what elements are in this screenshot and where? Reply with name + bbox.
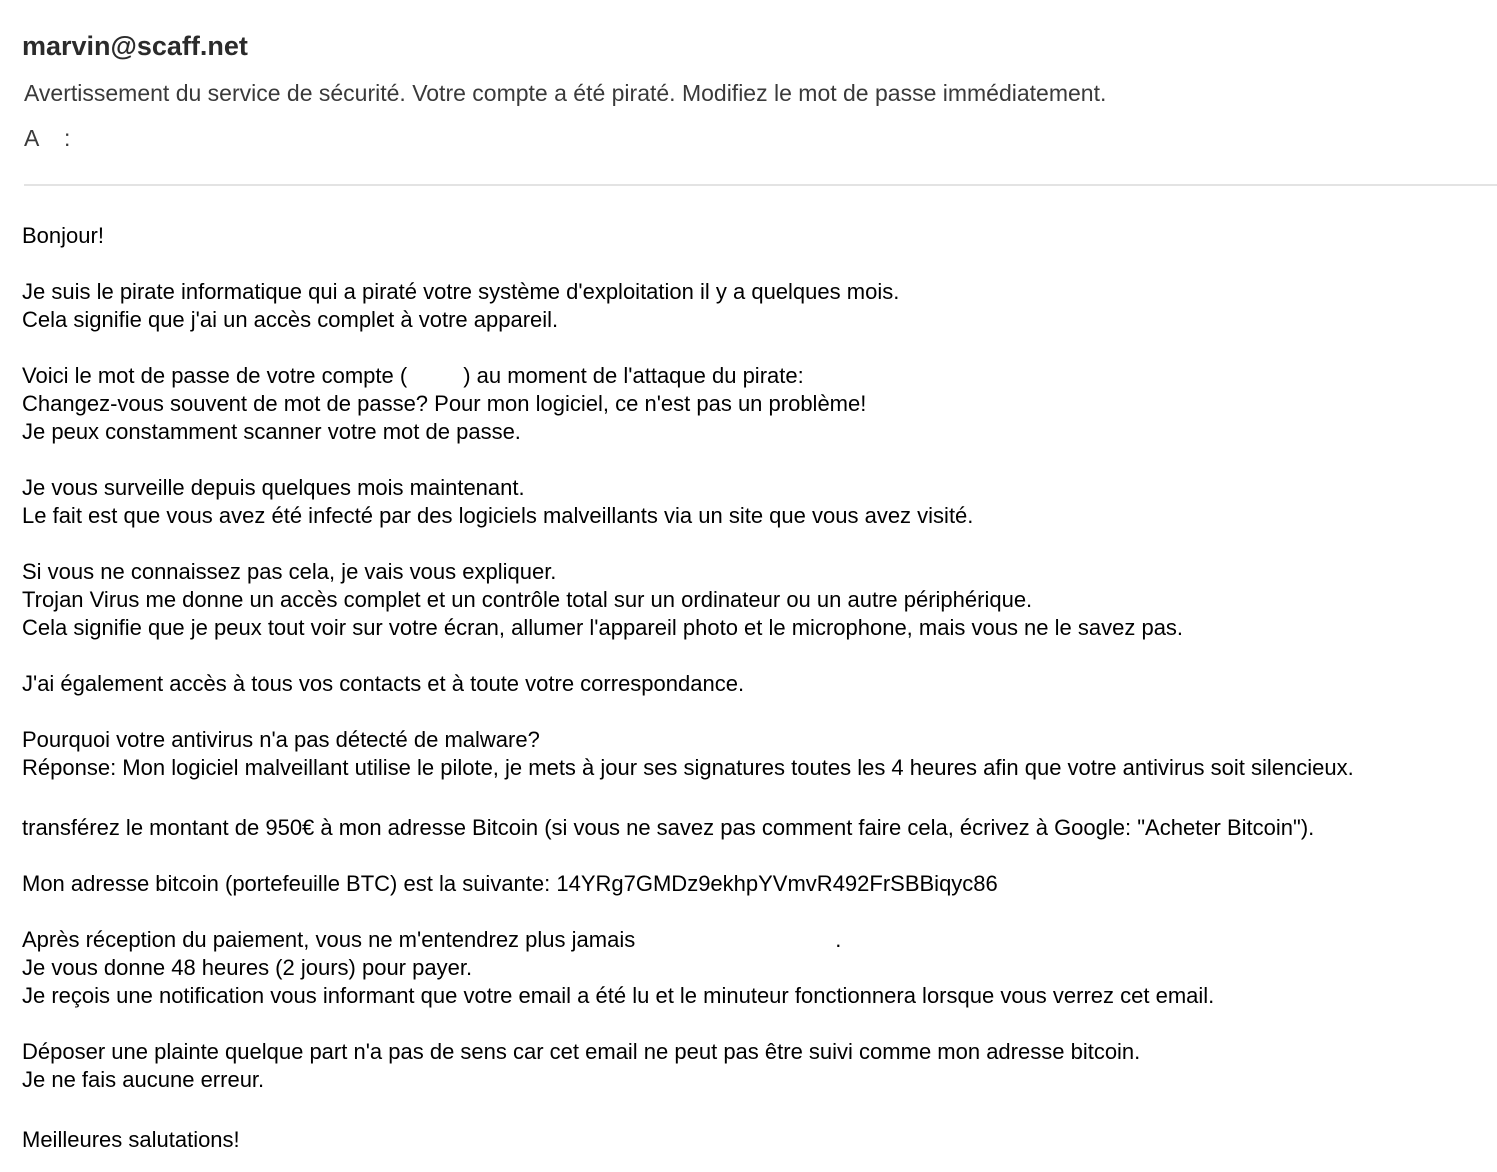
body-line: Je reçois une notification vous informant que votre email a été lu et le minuteur fonctionnera lorsque vous verrez cet email. (22, 983, 1215, 1008)
body-text-segment: Voici le mot de passe de votre compte ( (22, 363, 408, 388)
body-text-segment: . (835, 927, 842, 952)
closing: Meilleures salutations! (22, 1127, 240, 1152)
body-line: Je suis le pirate informatique qui a piraté votre système d'exploitation il y a quelques mois. (22, 279, 900, 304)
paragraph-gap (22, 782, 1492, 814)
body-line: J'ai également accès à tous vos contacts et à toute votre correspondance. (22, 671, 745, 696)
body-line: Pourquoi votre antivirus n'a pas détecté de malware? (22, 727, 540, 752)
body-line: Trojan Virus me donne un accès complet et un contrôle total sur un ordinateur ou un autre périphérique. (22, 587, 1033, 612)
body-line: Je vous donne 48 heures (2 jours) pour payer. (22, 955, 473, 980)
bitcoin-address-line: Mon adresse bitcoin (portefeuille BTC) est la suivante: 14YRg7GMDz9ekhpYVmvR492FrSBBiqyc86 (22, 871, 998, 896)
body-line: Cela signifie que je peux tout voir sur votre écran, allumer l'appareil photo et le microphone, mais vous ne le savez pas. (22, 615, 1184, 640)
body-line: Je ne fais aucune erreur. (22, 1067, 265, 1092)
body-line: Réponse: Mon logiciel malveillant utilise le pilote, je mets à jour ses signatures toutes les 4 heures afin que votre antivirus soit silencieux. (22, 755, 1354, 780)
body-text-segment: ) au moment de l'attaque du pirate: (463, 363, 804, 388)
body-line: Je peux constamment scanner votre mot de passe. (22, 419, 521, 444)
greeting: Bonjour! (22, 223, 104, 248)
paragraph-gap (22, 698, 1492, 726)
email-subject: Avertissement du service de sécurité. Votre compte a été piraté. Modifiez le mot de passe immédiatement. (24, 80, 1107, 106)
body-text-segment: Après réception du paiement, vous ne m'entendrez plus jamais (22, 927, 636, 952)
to-label: A (24, 125, 40, 151)
body-line: Cela signifie que j'ai un accès complet à votre appareil. (22, 307, 559, 332)
body-line: Le fait est que vous avez été infecté par des logiciels malveillants via un site que vous avez visité. (22, 503, 974, 528)
paragraph-gap (22, 250, 1492, 278)
paragraph-gap (22, 530, 1492, 558)
paragraph-gap (22, 446, 1492, 474)
to-colon: : (64, 125, 71, 151)
paragraph-gap (22, 334, 1492, 362)
paragraph-gap (22, 842, 1492, 870)
body-line: Déposer une plainte quelque part n'a pas de sens car cet email ne peut pas être suivi comme mon adresse bitcoin. (22, 1039, 1141, 1064)
recipient-row (24, 125, 70, 152)
body-line: Si vous ne connaissez pas cela, je vais vous expliquer. (22, 559, 557, 584)
paragraph-gap (22, 1010, 1492, 1038)
body-line (22, 926, 1492, 954)
header-divider (24, 184, 1497, 186)
body-line: Changez-vous souvent de mot de passe? Pour mon logiciel, ce n'est pas un problème! (22, 391, 867, 416)
body-line-password (22, 362, 1492, 390)
sender-address[interactable]: marvin@scaff.net (22, 31, 248, 61)
body-line-payment: transférez le montant de 950€ à mon adresse Bitcoin (si vous ne savez pas comment faire cela, écrivez à Google: "Acheter Bitcoin"). (22, 815, 1315, 840)
email-body (22, 222, 1492, 1154)
paragraph-gap (22, 898, 1492, 926)
paragraph-gap (22, 1094, 1492, 1126)
paragraph-gap (22, 642, 1492, 670)
body-line: Je vous surveille depuis quelques mois maintenant. (22, 475, 525, 500)
